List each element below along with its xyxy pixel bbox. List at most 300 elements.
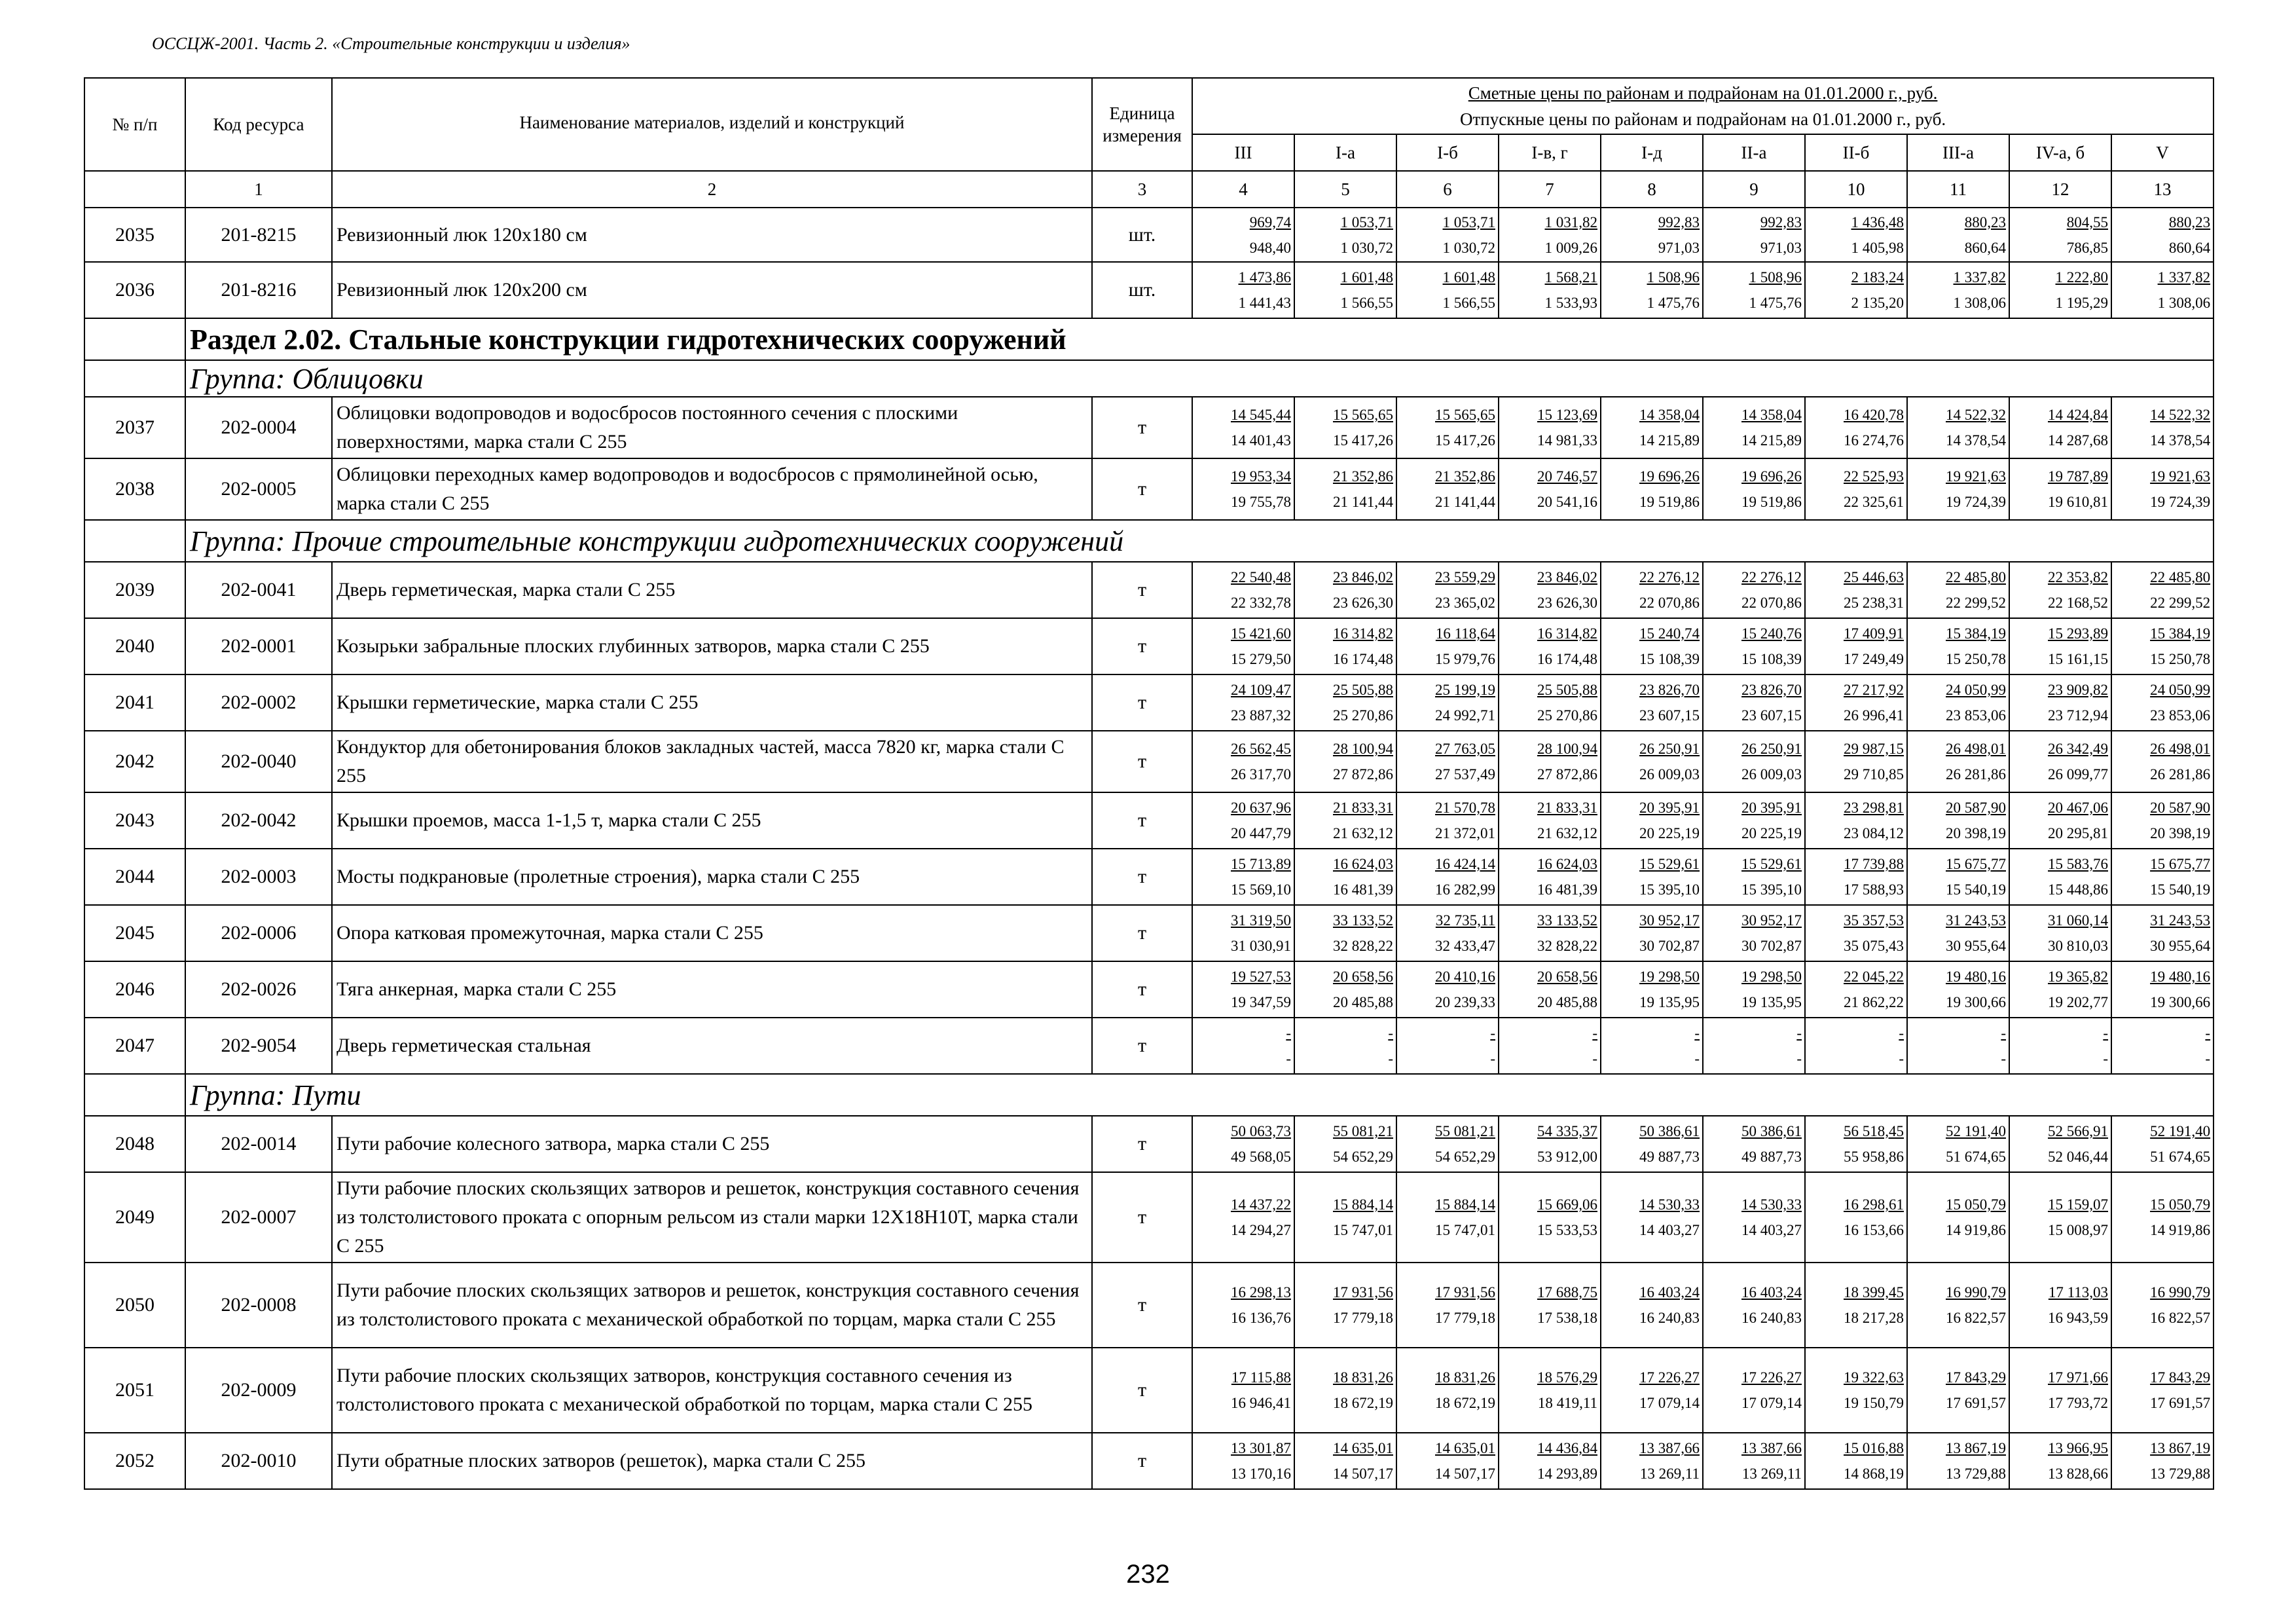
release-price: 16 240,83: [1639, 1310, 1700, 1326]
release-price: 24 992,71: [1435, 707, 1495, 724]
price-cell: [1907, 1433, 2009, 1489]
release-price: 14 287,68: [2048, 432, 2108, 449]
release-price: 1 009,26: [1544, 239, 1597, 256]
table-row: [84, 520, 2214, 562]
price-cell: [1805, 458, 1907, 520]
estimate-price: 54 335,37: [1537, 1123, 1597, 1139]
price-table: [84, 77, 2214, 1490]
estimate-price: 16 624,03: [1333, 856, 1393, 872]
unit-cell: т: [1092, 458, 1192, 520]
price-cell: [1499, 849, 1601, 905]
estimate-price: 17 113,03: [2048, 1284, 2108, 1301]
release-price: 15 250,78: [2150, 651, 2211, 667]
estimate-price: 15 583,76: [2048, 856, 2108, 872]
release-price: 26 281,86: [1946, 766, 2006, 783]
price-cell: [1703, 458, 1805, 520]
estimate-price: 16 314,82: [1537, 625, 1597, 642]
price-cell: [2111, 397, 2214, 458]
group-title: Группа: Пути: [185, 1074, 2214, 1116]
price-cell: [1805, 905, 1907, 961]
resource-code: 202-0042: [185, 792, 332, 849]
release-price: 27 872,86: [1537, 766, 1597, 783]
estimate-price: 804,55: [2066, 213, 2108, 231]
release-price: 13 269,11: [1639, 1466, 1700, 1482]
material-name: Крышки герметические, марка стали С 255: [332, 674, 1092, 731]
release-price: 18 672,19: [1333, 1395, 1393, 1411]
release-price: 20 485,88: [1333, 994, 1393, 1010]
estimate-price: 19 480,16: [1946, 969, 2006, 985]
material-name: Дверь герметическая, марка стали С 255: [332, 562, 1092, 618]
header-prices-line1: Сметные цены по районам и подрайонам на 01.01.2000 г., руб.: [1468, 83, 1938, 103]
price-cell: [1601, 961, 1703, 1018]
release-price: 26 281,86: [2150, 766, 2211, 783]
price-cell: [1294, 1172, 1396, 1263]
release-price: 21 141,44: [1435, 494, 1495, 510]
row-number: 2036: [84, 262, 185, 318]
release-price: 23 607,15: [1741, 707, 1802, 724]
release-price: 14 919,86: [2150, 1222, 2211, 1238]
release-price: 30 810,03: [2048, 938, 2108, 954]
price-cell: [2009, 458, 2111, 520]
release-price: 25 270,86: [1333, 707, 1393, 724]
release-price: 54 652,29: [1435, 1149, 1495, 1165]
price-cell: [1396, 1433, 1499, 1489]
estimate-price: 20 587,90: [2150, 800, 2211, 816]
price-cell: [1907, 262, 2009, 318]
release-price: 22 070,86: [1639, 595, 1700, 611]
estimate-price: 14 522,32: [2150, 407, 2211, 423]
estimate-price: 22 353,82: [2048, 569, 2108, 585]
price-cell: [1192, 1348, 1294, 1433]
estimate-price: 56 518,45: [1844, 1123, 1904, 1139]
release-price: 16 240,83: [1741, 1310, 1802, 1326]
estimate-price: 29 987,15: [1844, 741, 1904, 757]
unit-cell: т: [1092, 397, 1192, 458]
release-price: -: [1592, 1050, 1597, 1067]
unit-cell: т: [1092, 618, 1192, 674]
release-price: 22 325,61: [1844, 494, 1904, 510]
resource-code: 202-0004: [185, 397, 332, 458]
estimate-price: 20 395,91: [1639, 800, 1700, 816]
release-price: 16 943,59: [2048, 1310, 2108, 1326]
resource-code: 201-8216: [185, 262, 332, 318]
price-cell: [1499, 1348, 1601, 1433]
price-cell: [2111, 458, 2214, 520]
material-name: Пути рабочие плоских скользящих затворов, конструкция составного сечения из толстолистового проката с механической обработкой по торцам, марка стали С 255: [332, 1348, 1092, 1433]
price-cell: [1601, 618, 1703, 674]
resource-code: 202-0007: [185, 1172, 332, 1263]
release-price: 52 046,44: [2048, 1149, 2108, 1165]
estimate-price: 20 410,16: [1435, 969, 1495, 985]
estimate-price: 23 826,70: [1741, 682, 1802, 698]
release-price: 19 135,95: [1639, 994, 1700, 1010]
price-cell: [2111, 262, 2214, 318]
price-cell: [1294, 1263, 1396, 1348]
estimate-price: 18 831,26: [1333, 1369, 1393, 1386]
estimate-price: 19 921,63: [2150, 468, 2211, 485]
release-price: 21 372,01: [1435, 825, 1495, 841]
estimate-price: 52 191,40: [1946, 1123, 2006, 1139]
release-price: 17 691,57: [2150, 1395, 2211, 1411]
price-cell: [1703, 674, 1805, 731]
release-price: 32 433,47: [1435, 938, 1495, 954]
estimate-price: 1 031,82: [1544, 213, 1597, 231]
price-cell: [1499, 397, 1601, 458]
release-price: 1 195,29: [2055, 295, 2108, 311]
estimate-price: -: [2001, 1025, 2006, 1041]
estimate-price: 15 016,88: [1844, 1440, 1904, 1456]
column-number: 6: [1396, 171, 1499, 208]
estimate-price: 15 565,65: [1435, 407, 1495, 423]
price-cell: [1601, 262, 1703, 318]
material-name: Кондуктор для обетонирования блоков закладных частей, масса 7820 кг, марка стали С 255: [332, 731, 1092, 792]
estimate-price: 33 133,52: [1333, 912, 1393, 929]
release-price: 16 136,76: [1231, 1310, 1291, 1326]
release-price: 22 299,52: [1946, 595, 2006, 611]
release-price: 30 702,87: [1741, 938, 1802, 954]
estimate-price: 880,23: [2168, 213, 2211, 231]
estimate-price: 27 763,05: [1435, 741, 1495, 757]
estimate-price: 21 833,31: [1333, 800, 1393, 816]
price-cell: [1294, 618, 1396, 674]
estimate-price: -: [1388, 1025, 1393, 1041]
release-price: 13 269,11: [1741, 1466, 1802, 1482]
price-cell: [1703, 208, 1805, 262]
release-price: 15 161,15: [2048, 651, 2108, 667]
release-price: 15 540,19: [1946, 881, 2006, 898]
row-number: 2038: [84, 458, 185, 520]
release-price: 19 519,86: [1741, 494, 1802, 510]
estimate-price: 50 386,61: [1741, 1123, 1802, 1139]
material-name: Пути обратные плоских затворов (решеток), марка стали С 255: [332, 1433, 1092, 1489]
column-number: 7: [1499, 171, 1601, 208]
estimate-price: 20 658,56: [1333, 969, 1393, 985]
price-cell: [1192, 731, 1294, 792]
price-cell: [1703, 731, 1805, 792]
region-header: V: [2111, 134, 2214, 171]
price-cell: [1601, 1263, 1703, 1348]
price-cell: [1192, 458, 1294, 520]
release-price: 17 779,18: [1333, 1310, 1393, 1326]
estimate-price: 31 319,50: [1231, 912, 1291, 929]
table-row: [84, 905, 2214, 961]
release-price: 21 862,22: [1844, 994, 1904, 1010]
release-price: 16 481,39: [1333, 881, 1393, 898]
estimate-price: 15 384,19: [2150, 625, 2211, 642]
table-row: [84, 318, 2214, 360]
price-cell: [1396, 1116, 1499, 1172]
price-cell: [1805, 1172, 1907, 1263]
release-price: 1 566,55: [1442, 295, 1495, 311]
price-cell: [1805, 1433, 1907, 1489]
release-price: 17 691,57: [1946, 1395, 2006, 1411]
price-cell: [1805, 792, 1907, 849]
estimate-price: 15 240,74: [1639, 625, 1700, 642]
price-cell: [1499, 792, 1601, 849]
price-cell: [1907, 731, 2009, 792]
estimate-price: 28 100,94: [1537, 741, 1597, 757]
release-price: 14 293,89: [1537, 1466, 1597, 1482]
price-cell: [1703, 1172, 1805, 1263]
document-header: ОССЦЖ-2001. Часть 2. «Строительные конструкции и изделия»: [152, 34, 630, 53]
release-price: 2 135,20: [1851, 295, 1904, 311]
price-cell: [1703, 262, 1805, 318]
price-cell: [2111, 731, 2214, 792]
resource-code: 202-0006: [185, 905, 332, 961]
table-row: [84, 360, 2214, 397]
region-header: I-а: [1294, 134, 1396, 171]
row-number: 2041: [84, 674, 185, 731]
estimate-price: 24 109,47: [1231, 682, 1291, 698]
price-cell: [1499, 674, 1601, 731]
price-cell: [2009, 849, 2111, 905]
unit-cell: т: [1092, 849, 1192, 905]
price-cell: [2111, 618, 2214, 674]
price-cell: [1499, 1116, 1601, 1172]
resource-code: 202-0003: [185, 849, 332, 905]
estimate-price: 15 050,79: [1946, 1196, 2006, 1213]
price-cell: [2009, 792, 2111, 849]
release-price: 1 308,06: [2157, 295, 2211, 311]
release-price: 26 996,41: [1844, 707, 1904, 724]
release-price: 14 403,27: [1639, 1222, 1700, 1238]
estimate-price: 1 601,48: [1442, 269, 1495, 286]
region-header: III: [1192, 134, 1294, 171]
price-cell: [2009, 618, 2111, 674]
release-price: 20 398,19: [1946, 825, 2006, 841]
estimate-price: 17 739,88: [1844, 856, 1904, 872]
column-number: 8: [1601, 171, 1703, 208]
release-price: 20 225,19: [1741, 825, 1802, 841]
price-cell: [1601, 1116, 1703, 1172]
material-name: Ревизионный люк 120х200 см: [332, 262, 1092, 318]
estimate-price: -: [1490, 1025, 1495, 1041]
estimate-price: 23 846,02: [1333, 569, 1393, 585]
price-cell: [2111, 792, 2214, 849]
release-price: 15 008,97: [2048, 1222, 2108, 1238]
price-cell: [2111, 1172, 2214, 1263]
price-cell: [1499, 1172, 1601, 1263]
estimate-price: 20 587,90: [1946, 800, 2006, 816]
price-cell: [1294, 961, 1396, 1018]
region-header: II-а: [1703, 134, 1805, 171]
price-cell: [1396, 1018, 1499, 1074]
estimate-price: 19 696,26: [1741, 468, 1802, 485]
estimate-price: 35 357,53: [1844, 912, 1904, 929]
release-price: 15 979,76: [1435, 651, 1495, 667]
price-cell: [1805, 562, 1907, 618]
resource-code: 202-0010: [185, 1433, 332, 1489]
release-price: 32 828,22: [1537, 938, 1597, 954]
estimate-price: 1 508,96: [1749, 269, 1802, 286]
release-price: 25 270,86: [1537, 707, 1597, 724]
estimate-price: 24 050,99: [1946, 682, 2006, 698]
estimate-price: 31 243,53: [2150, 912, 2211, 929]
price-cell: [2009, 1433, 2111, 1489]
price-cell: [1601, 674, 1703, 731]
release-price: 55 958,86: [1844, 1149, 1904, 1165]
release-price: 948,40: [1249, 239, 1291, 256]
estimate-price: 25 505,88: [1333, 682, 1393, 698]
table-row: [84, 1018, 2214, 1074]
unit-cell: т: [1092, 792, 1192, 849]
release-price: 27 872,86: [1333, 766, 1393, 783]
estimate-price: 969,74: [1249, 213, 1291, 231]
estimate-price: 23 909,82: [2048, 682, 2108, 698]
estimate-price: 55 081,21: [1435, 1123, 1495, 1139]
estimate-price: 15 529,61: [1741, 856, 1802, 872]
unit-cell: т: [1092, 1263, 1192, 1348]
release-price: 49 568,05: [1231, 1149, 1291, 1165]
release-price: 15 417,26: [1435, 432, 1495, 449]
price-cell: [1703, 792, 1805, 849]
estimate-price: 1 053,71: [1442, 213, 1495, 231]
price-cell: [1192, 792, 1294, 849]
price-cell: [1294, 562, 1396, 618]
release-price: 19 519,86: [1639, 494, 1700, 510]
row-number: 2037: [84, 397, 185, 458]
price-cell: [1907, 397, 2009, 458]
estimate-price: 14 635,01: [1435, 1440, 1495, 1456]
estimate-price: 26 342,49: [2048, 741, 2108, 757]
price-cell: [1601, 849, 1703, 905]
release-price: 22 168,52: [2048, 595, 2108, 611]
release-price: 15 108,39: [1741, 651, 1802, 667]
estimate-price: 19 298,50: [1639, 969, 1700, 985]
resource-code: 202-0041: [185, 562, 332, 618]
region-header: I-д: [1601, 134, 1703, 171]
price-cell: [2009, 1116, 2111, 1172]
estimate-price: 17 226,27: [1639, 1369, 1700, 1386]
material-name: Козырьки забральные плоских глубинных затворов, марка стали С 255: [332, 618, 1092, 674]
estimate-price: 15 384,19: [1946, 625, 2006, 642]
row-number: 2044: [84, 849, 185, 905]
release-price: 14 919,86: [1946, 1222, 2006, 1238]
release-price: 32 828,22: [1333, 938, 1393, 954]
material-name: Облицовки водопроводов и водосбросов постоянного сечения с плоскими поверхностями, марка стали С 255: [332, 397, 1092, 458]
estimate-price: 15 159,07: [2048, 1196, 2108, 1213]
release-price: -: [2205, 1050, 2211, 1067]
release-price: 23 712,94: [2048, 707, 2108, 724]
release-price: 17 538,18: [1537, 1310, 1597, 1326]
price-cell: [1907, 1172, 2009, 1263]
price-cell: [1294, 1018, 1396, 1074]
price-cell: [1703, 397, 1805, 458]
unit-cell: т: [1092, 1433, 1192, 1489]
release-price: 15 250,78: [1946, 651, 2006, 667]
price-cell: [1703, 961, 1805, 1018]
price-cell: [1396, 562, 1499, 618]
column-number: 12: [2009, 171, 2111, 208]
price-cell: [1294, 1433, 1396, 1489]
estimate-price: 50 386,61: [1639, 1123, 1700, 1139]
table-row: [84, 961, 2214, 1018]
resource-code: 202-0001: [185, 618, 332, 674]
estimate-price: 20 637,96: [1231, 800, 1291, 816]
release-price: 971,03: [1760, 239, 1802, 256]
price-cell: [1601, 458, 1703, 520]
estimate-price: 50 063,73: [1231, 1123, 1291, 1139]
estimate-price: 1 053,71: [1340, 213, 1393, 231]
release-price: 18 419,11: [1537, 1395, 1597, 1411]
release-price: 16 174,48: [1537, 651, 1597, 667]
estimate-price: 17 688,75: [1537, 1284, 1597, 1301]
release-price: 1 475,76: [1647, 295, 1700, 311]
price-cell: [2009, 562, 2111, 618]
price-cell: [1192, 1116, 1294, 1172]
release-price: 19 610,81: [2048, 494, 2108, 510]
release-price: 18 217,28: [1844, 1310, 1904, 1326]
estimate-price: 19 298,50: [1741, 969, 1802, 985]
release-price: 20 225,19: [1639, 825, 1700, 841]
price-cell: [2009, 731, 2111, 792]
row-number: 2050: [84, 1263, 185, 1348]
estimate-price: 14 530,33: [1741, 1196, 1802, 1213]
price-cell: [1396, 849, 1499, 905]
price-cell: [1601, 731, 1703, 792]
header-num: № п/п: [84, 78, 185, 171]
estimate-price: 26 562,45: [1231, 741, 1291, 757]
release-price: 53 912,00: [1537, 1149, 1597, 1165]
price-cell: [2111, 905, 2214, 961]
release-price: 20 239,33: [1435, 994, 1495, 1010]
estimate-price: 21 570,78: [1435, 800, 1495, 816]
release-price: 30 955,64: [1946, 938, 2006, 954]
release-price: 31 030,91: [1231, 938, 1291, 954]
estimate-price: 15 884,14: [1435, 1196, 1495, 1213]
estimate-price: 13 387,66: [1741, 1440, 1802, 1456]
release-price: 1 030,72: [1442, 239, 1495, 256]
region-header: I-в, г: [1499, 134, 1601, 171]
material-name: Пути рабочие колесного затвора, марка стали С 255: [332, 1116, 1092, 1172]
resource-code: 202-9054: [185, 1018, 332, 1074]
resource-code: 202-0009: [185, 1348, 332, 1433]
release-price: 19 300,66: [1946, 994, 2006, 1010]
release-price: -: [1388, 1050, 1393, 1067]
price-cell: [1499, 961, 1601, 1018]
region-header: I-б: [1396, 134, 1499, 171]
price-cell: [1192, 1172, 1294, 1263]
release-price: 19 135,95: [1741, 994, 1802, 1010]
price-cell: [1499, 1018, 1601, 1074]
price-cell: [1192, 562, 1294, 618]
estimate-price: 15 240,76: [1741, 625, 1802, 642]
release-price: 19 300,66: [2150, 994, 2211, 1010]
price-cell: [2009, 674, 2111, 731]
price-cell: [1601, 792, 1703, 849]
price-cell: [1703, 905, 1805, 961]
estimate-price: 13 867,19: [2150, 1440, 2211, 1456]
estimate-price: 16 403,24: [1639, 1284, 1700, 1301]
estimate-price: -: [1899, 1025, 1904, 1041]
release-price: 23 365,02: [1435, 595, 1495, 611]
estimate-price: 19 365,82: [2048, 969, 2108, 985]
estimate-price: -: [1592, 1025, 1597, 1041]
estimate-price: 28 100,94: [1333, 741, 1393, 757]
release-price: 16 946,41: [1231, 1395, 1291, 1411]
estimate-price: 16 424,14: [1435, 856, 1495, 872]
header-prices: [1192, 78, 2214, 134]
release-price: 14 401,43: [1231, 432, 1291, 449]
table-row: [84, 1074, 2214, 1116]
row-spacer: [84, 1074, 185, 1116]
resource-code: 202-0002: [185, 674, 332, 731]
price-cell: [1396, 397, 1499, 458]
estimate-price: 14 424,84: [2048, 407, 2108, 423]
price-cell: [1499, 905, 1601, 961]
release-price: 18 672,19: [1435, 1395, 1495, 1411]
release-price: 17 249,49: [1844, 651, 1904, 667]
